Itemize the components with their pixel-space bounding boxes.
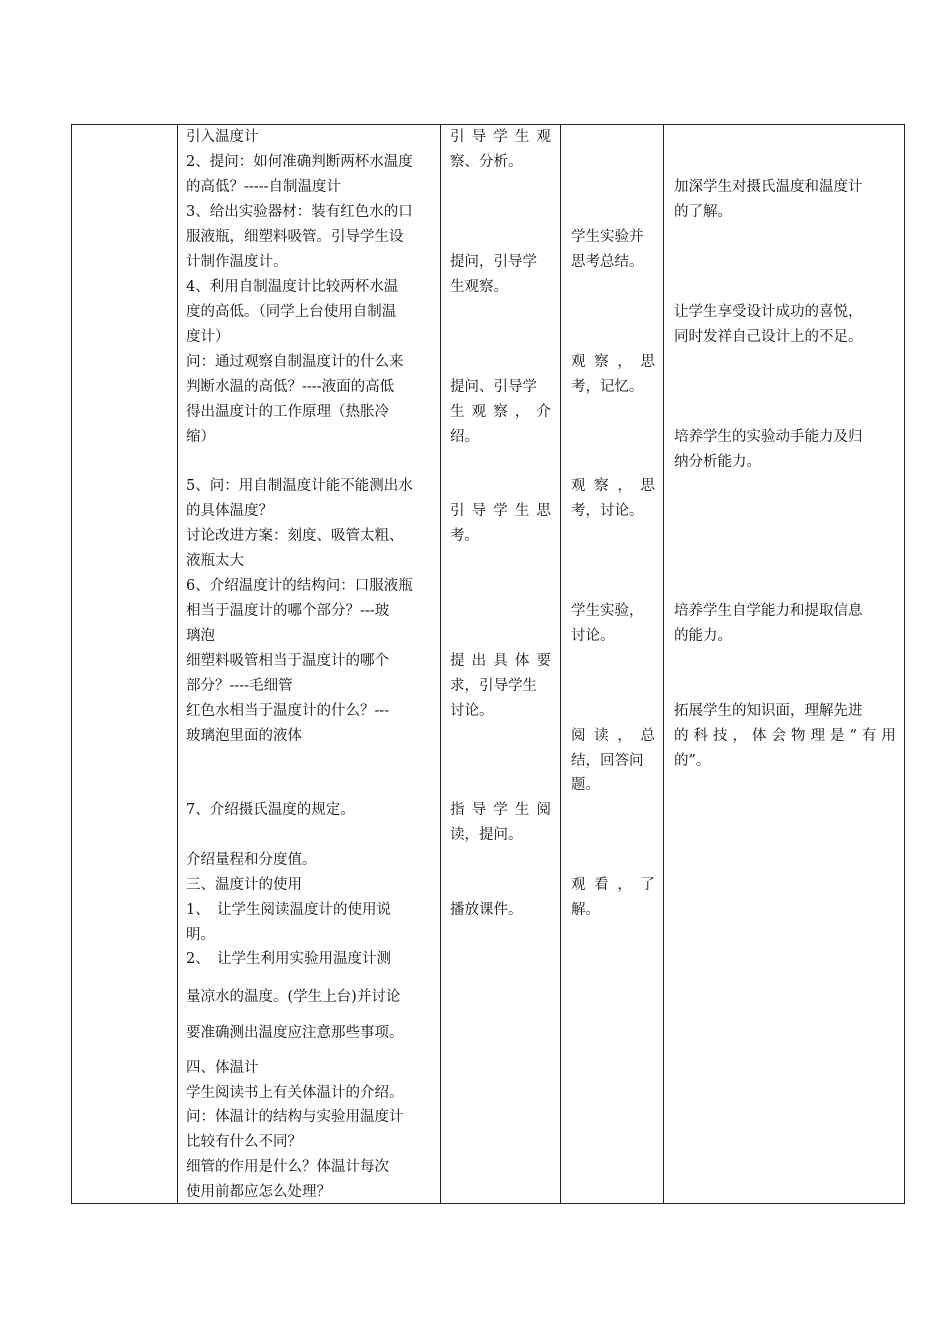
content-line: 得出温度计的工作原理（热胀冷 — [186, 404, 389, 420]
content-line: 问：通过观察自制温度计的什么来 — [186, 354, 404, 370]
content-line: 4、利用自制温度计比较两杯水温 — [186, 279, 399, 295]
content-line: 6、介绍温度计的结构问：口服液瓶 — [186, 578, 413, 594]
content-line: 细塑料吸管相当于温度计的哪个 — [186, 653, 389, 669]
content-line: 部分？----毛细管 — [186, 678, 293, 694]
student-line: 结，回答问 — [571, 753, 644, 769]
intent-line: 加深学生对摄氏温度和温度计 — [674, 179, 863, 195]
content-line: 缩） — [186, 429, 215, 445]
content-line: 液瓶太大 — [186, 553, 244, 569]
student-line: 观 察 ， 思 — [571, 478, 655, 494]
content-line: 度计） — [186, 329, 230, 345]
teacher-line: 播放课件。 — [450, 902, 523, 918]
teacher-line: 绍。 — [450, 429, 479, 445]
content-line: 服液瓶，细塑料吸管。引导学生设 — [186, 229, 404, 245]
content-line: 度的高低。（同学上台使用自制温 — [186, 304, 397, 320]
intent-line: 的”。 — [674, 753, 711, 769]
content-line: 细管的作用是什么？体温计每次 — [186, 1159, 389, 1175]
content-line: 明。 — [186, 927, 215, 943]
content-line: 介绍量程和分度值。 — [186, 852, 317, 868]
column-divider — [440, 125, 441, 1203]
teacher-line: 读，提问。 — [450, 827, 523, 843]
content-line: 要准确测出温度应注意那些事项。 — [186, 1025, 404, 1041]
student-line: 观 察 ， 思 — [571, 354, 655, 370]
content-line: 量凉水的温度。(学生上台)并讨论 — [186, 989, 401, 1005]
content-line: 玻璃泡里面的液体 — [186, 728, 302, 744]
content-line: 1、 让学生阅读温度计的使用说 — [186, 902, 391, 918]
content-line: 讨论改进方案：刻度、吸管太粗、 — [186, 528, 404, 544]
content-line: 2、 让学生利用实验用温度计测 — [186, 951, 391, 967]
intent-line: 让学生享受设计成功的喜悦， — [674, 304, 863, 320]
content-line: 学生阅读书上有关体温计的介绍。 — [186, 1085, 404, 1101]
teacher-line: 提问、引导学 — [450, 379, 537, 395]
intent-line: 纳分析能力。 — [674, 454, 761, 470]
content-line: 四、体温计 — [186, 1060, 259, 1076]
content-line: 7、介绍摄氏温度的规定。 — [186, 802, 355, 818]
teacher-line: 生观察。 — [450, 279, 508, 295]
content-line: 璃泡 — [186, 628, 215, 644]
teacher-line: 求，引导学生 — [450, 678, 537, 694]
teacher-line: 讨论。 — [450, 703, 494, 719]
content-line: 的高低？-----自制温度计 — [186, 179, 341, 195]
content-line: 红色水相当于温度计的什么？--- — [186, 703, 390, 719]
content-line: 的具体温度？ — [186, 503, 273, 519]
teacher-line: 考。 — [450, 528, 479, 544]
student-line: 考，讨论。 — [571, 503, 644, 519]
content-line: 5、问：用自制温度计能不能测出水 — [186, 478, 413, 494]
content-line: 2、提问：如何准确判断两杯水温度 — [186, 154, 413, 170]
teacher-line: 生 观 察 ， 介 — [450, 404, 551, 420]
intent-line: 拓展学生的知识面，理解先进 — [674, 703, 863, 719]
content-line: 相当于温度计的哪个部分？---玻 — [186, 603, 390, 619]
content-line: 问：体温计的结构与实验用温度计 — [186, 1109, 404, 1125]
content-line: 三、温度计的使用 — [186, 877, 302, 893]
content-line: 比较有什么不同？ — [186, 1134, 302, 1150]
teacher-line: 提 出 具 体 要 — [450, 653, 551, 669]
intent-line: 的了解。 — [674, 204, 732, 220]
content-line: 计制作温度计。 — [186, 254, 288, 270]
content-line: 3、给出实验器材：装有红色水的口 — [186, 204, 413, 220]
content-line: 使用前都应怎么处理？ — [186, 1184, 331, 1200]
student-line: 观 看 ， 了 — [571, 877, 655, 893]
content-line: 引入温度计 — [186, 129, 259, 145]
teacher-line: 引 导 学 生 观 — [450, 129, 551, 145]
teacher-line: 察、分析。 — [450, 154, 523, 170]
student-line: 解。 — [571, 902, 600, 918]
column-divider — [663, 125, 664, 1203]
intent-line: 的能力。 — [674, 628, 732, 644]
student-line: 题。 — [571, 777, 600, 793]
column-divider — [560, 125, 561, 1203]
column-divider — [177, 125, 178, 1203]
student-line: 考，记忆。 — [571, 379, 644, 395]
teacher-line: 引 导 学 生 思 — [450, 503, 551, 519]
student-line: 学生实验并 — [571, 229, 644, 245]
student-line: 阅 读 ， 总 — [571, 728, 655, 744]
content-line: 判断水温的高低？----液面的高低 — [186, 379, 395, 395]
teacher-line: 提问，引导学 — [450, 254, 537, 270]
intent-line: 的 科 技 ， 体 会 物 理 是 “ 有 用 — [674, 728, 896, 744]
intent-line: 培养学生自学能力和提取信息 — [674, 603, 863, 619]
student-line: 学生实验， — [571, 603, 644, 619]
teacher-line: 指 导 学 生 阅 — [450, 802, 551, 818]
student-line: 讨论。 — [571, 628, 615, 644]
intent-line: 培养学生的实验动手能力及归 — [674, 429, 863, 445]
intent-line: 同时发祥自己设计上的不足。 — [674, 329, 863, 345]
student-line: 思考总结。 — [571, 254, 644, 270]
